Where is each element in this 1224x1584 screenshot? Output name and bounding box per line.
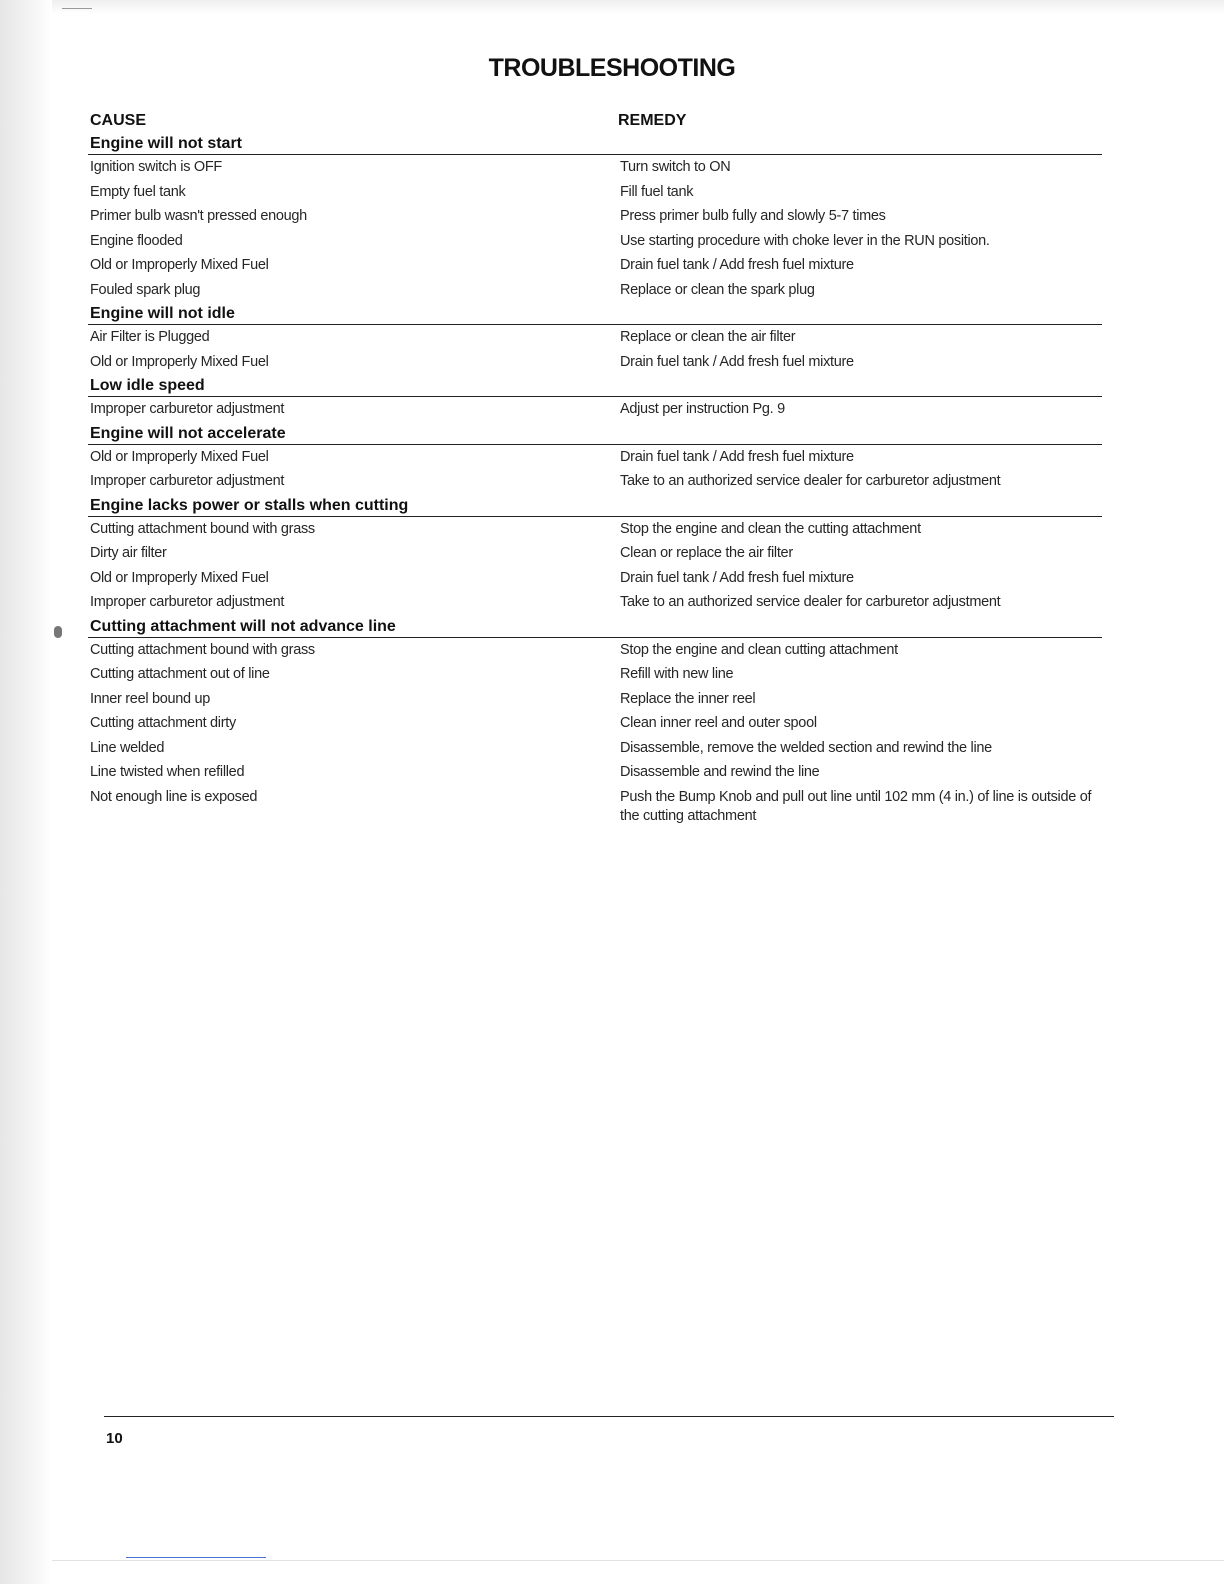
cause-cell: Improper carburetor adjustment <box>90 594 285 610</box>
cause-cell: Improper carburetor adjustment <box>90 473 285 489</box>
page-title: TROUBLESHOOTING <box>488 54 736 82</box>
remedy-column-header: REMEDY <box>618 112 687 129</box>
footer-rule <box>104 1416 1114 1417</box>
section-title: Engine will not idle <box>90 305 235 322</box>
cause-column-header: CAUSE <box>90 112 147 129</box>
remedy-cell: Stop the engine and clean cutting attachment <box>620 641 898 658</box>
table-row <box>88 397 1102 422</box>
cause-cell: Old or Improperly Mixed Fuel <box>90 448 269 465</box>
table-row <box>88 566 1102 591</box>
trouble-section <box>88 134 1102 304</box>
section-title: Engine lacks power or stalls when cutting <box>90 496 409 514</box>
section-title: Engine will not start <box>90 135 243 152</box>
remedy-cell: Push the Bump Knob and pull out line until 102 mm (4 in.) of line is outside of the cutting attachment <box>620 788 1092 824</box>
scan-blue-mark <box>126 1557 266 1558</box>
table-row <box>88 687 1102 712</box>
remedy-cell: Press primer bulb fully and slowly 5-7 times <box>620 208 886 224</box>
remedy-cell: Take to an authorized service dealer for carburetor adjustment <box>620 473 1001 489</box>
scan-bottom-edge <box>52 1560 1224 1561</box>
table-row <box>88 204 1102 229</box>
cause-cell: Line welded <box>90 739 165 756</box>
cause-cell: Line twisted when refilled <box>90 764 245 780</box>
table-row <box>88 785 1102 829</box>
cause-cell: Old or Improperly Mixed Fuel <box>90 353 269 370</box>
remedy-cell: Replace or clean the spark plug <box>620 281 815 298</box>
cause-cell: Empty fuel tank <box>90 183 186 200</box>
trouble-section <box>88 496 1102 617</box>
remedy-cell: Clean inner reel and outer spool <box>620 715 817 731</box>
cause-cell: Old or Improperly Mixed Fuel <box>90 569 269 586</box>
remedy-cell: Drain fuel tank / Add fresh fuel mixture <box>620 569 854 586</box>
cause-cell: Inner reel bound up <box>90 690 211 707</box>
remedy-cell: Fill fuel tank <box>620 183 694 200</box>
table-row <box>88 736 1102 761</box>
cause-cell: Ignition switch is OFF <box>90 159 222 175</box>
trouble-section <box>88 617 1102 831</box>
table-row <box>88 638 1102 663</box>
cause-cell: Air Filter is Plugged <box>90 329 210 345</box>
cause-cell: Improper carburetor adjustment <box>90 401 285 417</box>
section-title: Low idle speed <box>90 377 205 394</box>
cause-cell: Cutting attachment bound with grass <box>90 520 315 537</box>
table-row <box>88 469 1102 494</box>
table-row <box>88 350 1102 375</box>
section-title: Cutting attachment will not advance line <box>90 617 396 635</box>
table-row <box>88 711 1102 736</box>
remedy-cell: Replace the inner reel <box>620 690 756 707</box>
cause-cell: Primer bulb wasn't pressed enough <box>90 208 307 224</box>
cause-cell: Fouled spark plug <box>90 281 201 298</box>
table-row <box>88 253 1102 278</box>
table-row <box>88 180 1102 205</box>
trouble-section <box>88 424 1102 496</box>
remedy-cell: Disassemble, remove the welded section and rewind the line <box>620 739 992 756</box>
trouble-section <box>88 304 1102 376</box>
trouble-section <box>88 376 1102 424</box>
remedy-cell: Refill with new line <box>620 666 734 682</box>
troubleshooting-table <box>88 134 1102 831</box>
remedy-cell: Drain fuel tank / Add fresh fuel mixture <box>620 353 854 370</box>
table-row <box>88 541 1102 566</box>
table-row <box>88 517 1102 542</box>
table-row <box>88 662 1102 687</box>
table-row <box>88 325 1102 350</box>
table-row <box>88 278 1102 303</box>
remedy-cell: Disassemble and rewind the line <box>620 764 820 780</box>
cause-cell: Not enough line is exposed <box>90 788 258 805</box>
cause-cell: Dirty air filter <box>90 545 167 561</box>
remedy-cell: Clean or replace the air filter <box>620 545 793 561</box>
remedy-cell: Replace or clean the air filter <box>620 329 796 345</box>
table-row <box>88 760 1102 785</box>
table-row <box>88 155 1102 180</box>
cause-cell: Old or Improperly Mixed Fuel <box>90 257 269 273</box>
table-row <box>88 229 1102 254</box>
cause-cell: Cutting attachment bound with grass <box>90 641 315 658</box>
cause-cell: Cutting attachment dirty <box>90 715 236 731</box>
cause-cell: Engine flooded <box>90 232 183 249</box>
remedy-cell: Turn switch to ON <box>620 159 731 175</box>
page-number: 10 <box>106 1430 123 1447</box>
table-row <box>88 590 1102 615</box>
cause-cell: Cutting attachment out of line <box>90 666 270 682</box>
remedy-cell: Drain fuel tank / Add fresh fuel mixture <box>620 257 854 273</box>
remedy-cell: Stop the engine and clean the cutting attachment <box>620 520 921 537</box>
section-title: Engine will not accelerate <box>90 424 286 442</box>
remedy-cell: Use starting procedure with choke lever in the RUN position. <box>620 232 990 249</box>
remedy-cell: Adjust per instruction Pg. 9 <box>620 401 785 417</box>
remedy-cell: Take to an authorized service dealer for carburetor adjustment <box>620 594 1001 610</box>
table-row <box>88 445 1102 470</box>
remedy-cell: Drain fuel tank / Add fresh fuel mixture <box>620 448 854 465</box>
